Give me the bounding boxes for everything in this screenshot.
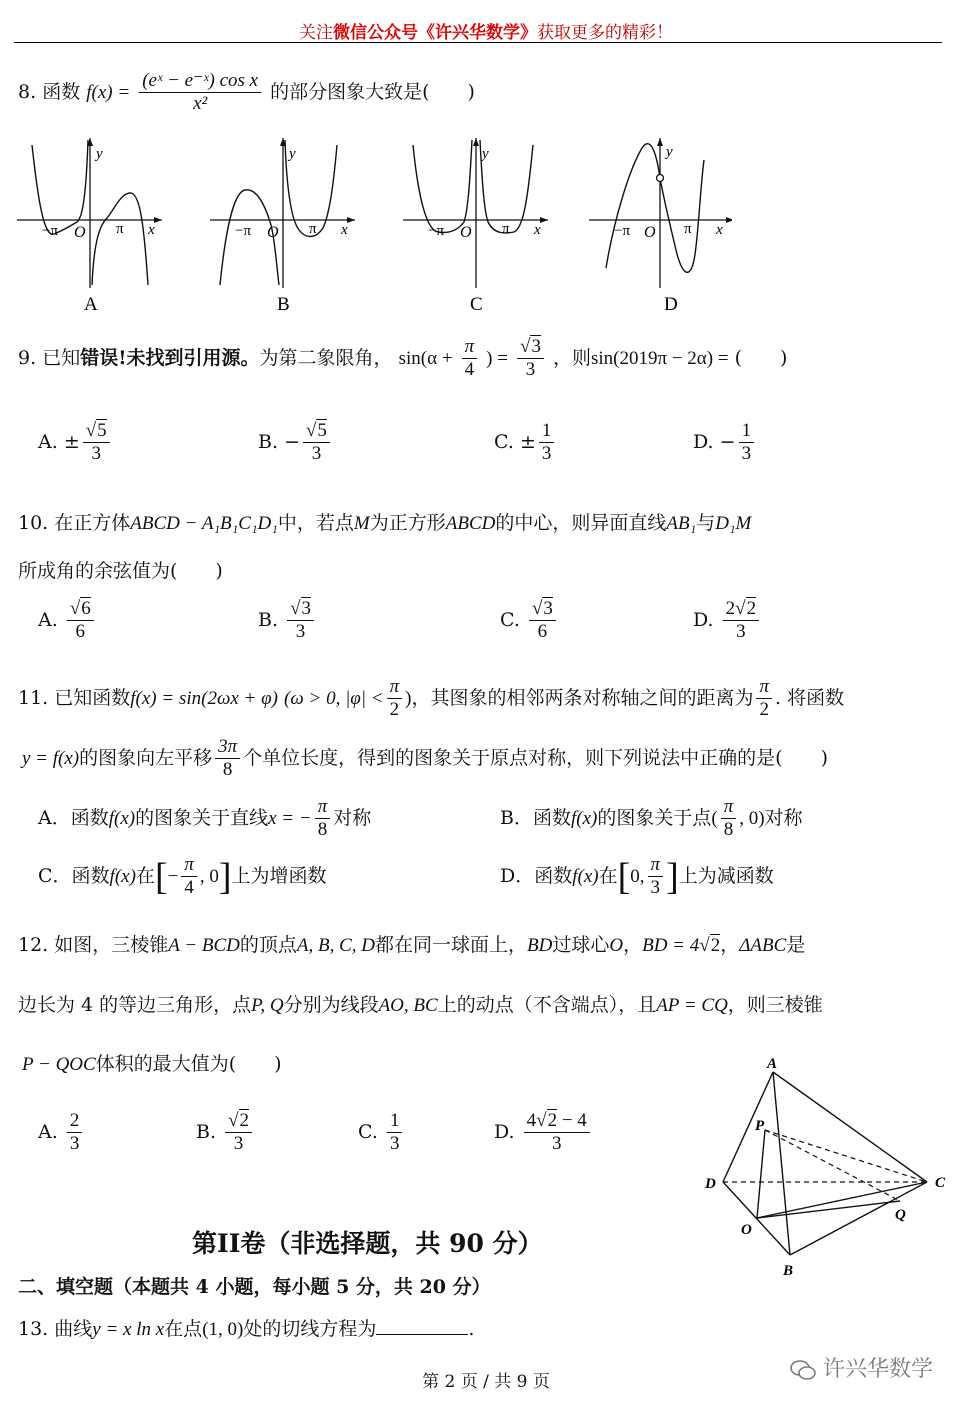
q10-opt-c-frac [529,598,556,644]
q9-opt-c-num: 1 [539,420,555,443]
q12-text-e: ， [623,934,643,956]
q12-opt-b-radicand: 2 [239,1110,249,1131]
q9-pi-over-4 [462,336,478,382]
q11-3pi: 3π [215,736,240,759]
q12-bdeq: BD = 4 [642,935,700,956]
graph-d-origin: O [644,224,656,241]
q10-d1m: D₁M [715,513,752,534]
q10-text-b: 中，若点 [277,512,354,534]
q10-solid: ABCD − A₁B₁C₁D₁ [130,513,278,534]
q10-m: M [353,513,370,534]
q11-pi-over-2-a [387,676,403,722]
watermark [790,1352,933,1383]
q11-opt-a-pi: π [315,796,331,819]
q12-text-f: ， [720,934,740,956]
q12-text-i: 分别为线段 [283,994,379,1016]
q12-text-a: 12. 如图，三棱锥 [18,934,169,956]
q13-text-b: 在点 [164,1318,203,1340]
q11-opt-c-fx: f(x) [109,865,136,887]
q11-opt-d-pi: π [648,854,664,877]
q9-option-b[interactable] [258,420,333,466]
q11-opt-c-minus: − [167,865,179,887]
q11-opt-c-a: C．函数 [38,864,110,887]
q11-opt-c-end: , 0 [199,865,219,887]
q11-opt-d-fx: f(x) [572,865,599,887]
q10-opt-d-num: 2√2 [723,598,759,621]
q9-opt-d-den: 3 [741,442,752,464]
q11-opt-d-c: 上为减函数 [678,864,774,887]
q11-two-a: 2 [389,698,400,720]
q10-opt-d-label: D. [693,608,714,631]
q10-text-e: 与 [696,512,716,534]
graph-a-y: y [96,146,103,162]
q12-option-a[interactable] [38,1110,85,1156]
graph-c-label: C [470,294,483,315]
section-title: 第II卷（非选择题，共 90 分） [192,1229,543,1258]
q11-option-c[interactable]: C．函数f(x)在[− $\frac{\pi}{4}$ , 0]上为增函数 [38,854,327,898]
q11-text-a: 11. 已知函数 [18,686,131,709]
q10-square: ABCD [445,513,496,534]
q9-sqrt3: √3 [517,336,544,359]
q11-opt-b-eight: 8 [723,818,734,840]
q12-opt-b-num: √2 [225,1110,252,1133]
q11-opt-b-pt: , 0) [739,807,765,829]
q12-opt-c-den: 3 [389,1132,400,1154]
q12-opt-d-num: 4√2 − 4 [524,1110,590,1133]
header-suffix: 获取更多的精彩！ [537,23,673,43]
graph-b-pi: π [309,221,317,237]
q11-opt-d-b: 在 [598,864,618,887]
q9-opt-a-radicand: 5 [97,420,107,441]
graph-a-x: x [148,222,155,238]
q12-tri: ΔABC [739,935,787,956]
q11-opt-a-eight: 8 [317,818,328,840]
q10-opt-b-den: 3 [295,620,306,642]
q12-sqrt2: √2 [699,935,721,956]
q9-opt-b-radicand: 5 [317,420,327,441]
q12-apcq: AP = CQ [656,995,728,1016]
q12-sqrt2-radicand: 2 [710,935,721,956]
q9-opt-d-label: D. [693,430,714,453]
q9-opt-c-sign: ± [519,430,536,453]
wechat-icon [790,1359,816,1381]
q10-opt-a-label: A. [38,608,58,631]
q11-opt-b-pi: π [721,796,737,819]
q11-opt-c-frac [181,854,197,900]
q11-opt-c-pi: π [181,854,197,877]
watermark-text: 许兴华数学 [823,1357,934,1382]
q11-opt-b-frac [721,796,737,842]
q10-opt-b-frac [287,598,314,644]
q12-bd: BD [527,935,553,956]
q11-opt-c-c: 上为增函数 [231,864,327,887]
q9-opt-a-den: 3 [91,442,101,464]
q12-opt-b-label: B. [196,1120,217,1143]
q12-text-k: ，则三棱锥 [727,994,823,1016]
q12-option-d[interactable] [494,1110,593,1156]
q10-text-c: 为正方形 [369,512,446,534]
q9-opt-b-num: √5 [303,420,330,443]
q12-text-d: 过球心 [552,934,610,956]
q9-pi: π [462,336,478,359]
q10-ab1: AB₁ [666,513,697,534]
question-9 [18,336,787,382]
q10-opt-b-label: B. [258,608,279,631]
header-highlight: 微信公众号《许兴华数学》 [333,23,537,43]
q11-pi-b: π [756,676,772,699]
graph-b-label: B [277,294,290,315]
q11-opt-c-four: 4 [184,876,194,898]
q9-option-a[interactable] [38,420,113,466]
q12-opt-d-coef: 4 [526,1110,537,1131]
q10-opt-d-den: 3 [736,620,746,642]
q9-option-d[interactable] [693,420,757,466]
q12-opt-d-frac [524,1110,590,1156]
q11-opt-d-a: D．函数 [500,864,573,887]
q8-graphs [12,130,732,325]
q11-opt-b-c: 对称 [764,806,803,829]
q8-denominator: x² [193,92,208,114]
question-13 [18,1314,474,1341]
graph-c-y: y [482,146,489,162]
q12-opt-d-label: D. [494,1120,515,1143]
q12-opt-a-num: 2 [67,1110,83,1133]
q10-opt-b-num: √3 [287,598,314,621]
q9-expr1: sin(α + [398,347,453,369]
fig-label-d: D [705,1176,716,1192]
q11-opt-a-a: A．函数 [38,806,109,829]
q11-pi-over-2-b [756,676,772,722]
q11-line-2 [22,736,828,782]
q10-opt-c-radicand: 3 [543,598,553,619]
q11-pi-a: π [387,676,403,699]
q11-opt-b-b: 的图象关于点 [597,806,712,829]
graph-d-label: D [664,294,678,315]
q9-mid: 为第二象限角， [259,346,393,369]
q11-opt-a-b: 的图象关于直线 [135,806,269,829]
question-12 [18,930,805,957]
q12-opt-b-frac [225,1110,252,1156]
graph-d-neg-pi: −π [614,223,631,239]
q10-opt-d-coef: 2 [725,598,736,619]
graph-d-pi: π [684,221,692,237]
q12-line-3 [22,1049,282,1076]
q11-opt-d-zero: 0, [630,865,645,887]
q11-opt-a-fx: f(x) [108,807,136,829]
q12-tetrahedron-figure [695,1050,955,1285]
q12-text-h: 边长为 4 的等边三角形，点 [18,994,252,1016]
q8-fraction [139,70,261,116]
header-prefix: 关注 [299,23,333,43]
q12-text-j: 上的动点（不含端点），且 [437,994,657,1016]
q11-option-a[interactable] [38,796,371,842]
graph-c[interactable] [403,138,548,315]
q9-number: 9. [18,346,37,369]
q11-func: f(x) = sin(2ωx + φ) [130,687,278,709]
q10-option-a[interactable] [38,598,97,644]
q12-option-c[interactable] [358,1110,405,1156]
q9-opt-c-den: 3 [541,442,552,464]
q9-opt-d-num: 1 [739,420,755,443]
q10-opt-a-num: √6 [67,598,94,621]
q13-text-c: 处的切线方程为 [243,1318,377,1340]
q10-option-b[interactable] [258,598,317,644]
q12-opt-d-minus4: − 4 [561,1110,587,1131]
question-11 [18,676,844,722]
q8-tail: 的部分图象大致是( ) [270,80,475,103]
q9-then: ，则 [552,346,591,369]
graph-c-x: x [534,222,541,238]
q11-yfx: y = f(x) [22,747,80,769]
q11-option-b[interactable]: B．函数f(x)的图象关于点( $\frac{\pi}{8}$ , 0)对称 [500,796,803,840]
q9-opt-a-label: A. [38,430,58,453]
question-8 [18,70,475,116]
q10-opt-a-radicand: 6 [81,598,91,619]
q11-eight: 8 [222,758,233,780]
q9-four: 4 [464,358,475,380]
q10-opt-a-frac [67,598,94,644]
graph-b-neg-pi: −π [235,223,252,239]
q9-eq: ) = [486,347,508,369]
q13-text-a: 13. 曲线 [18,1318,93,1340]
q10-opt-d-frac [723,598,759,644]
graph-b-origin: O [267,224,279,241]
q13-eq: y = x ln x [92,1319,165,1340]
graph-a-pi: π [116,221,124,237]
q8-func: f(x) = [86,81,131,103]
graph-b-y: y [289,146,296,162]
graph-d[interactable] [589,138,732,315]
q11-opt-a-c: 对称 [333,806,372,829]
q11-opt-d-frac [648,854,664,900]
q9-lead: 已知 [42,346,81,369]
q11-text-b: ，其图象的相邻两条对称轴之间的距离为 [411,686,754,709]
q12-seg: AO, BC [378,995,438,1016]
fig-label-p: P [755,1118,765,1134]
fig-label-q: Q [895,1207,906,1223]
q9-opt-b-label: B. [258,430,279,453]
q11-cond-end: ) [405,687,412,709]
q12-text-g: 是 [786,934,806,956]
graph-c-neg-pi: −π [428,223,445,239]
q9-error-text: 错误!未找到引用源。 [80,346,260,369]
q12-opt-c-label: C. [358,1120,378,1143]
q10-text-d: 的中心，则异面直线 [495,512,667,534]
q12-text-c: 都在同一球面上， [374,934,527,956]
q10-text-a: 10. 在正方体 [18,512,131,534]
q8-number: 8. [18,80,37,103]
q10-option-d[interactable] [693,598,762,644]
q10-opt-c-label: C. [500,608,520,631]
q11-text-c: . 将函数 [775,686,845,709]
q12-pq: P, Q [251,995,284,1016]
graph-a-origin: O [74,224,86,241]
page-footer: 第 2 页 / 共 9 页 [422,1372,550,1392]
q12-opt-c-frac [387,1110,403,1156]
q9-opt-c-label: C. [494,430,514,453]
q9-paren: ( ) [734,346,788,369]
q12-opt-b-den: 3 [233,1132,244,1154]
q12-tetra: A − BCD [168,935,240,956]
q12-opt-d-radicand: 2 [547,1110,558,1131]
q12-opt-a-frac [67,1110,83,1156]
q10-option-c[interactable] [500,598,559,644]
q11-opt-a-eq: x = − [268,807,312,829]
q12-verts: A, B, C, D [296,935,375,956]
fig-label-c: C [935,1175,946,1191]
q12-opt-a-label: A. [38,1120,58,1143]
q10-opt-d-radicand: 2 [746,598,757,619]
q12-opt-d-den: 3 [551,1132,562,1154]
fig-label-a: A [767,1056,778,1072]
page-header [0,18,972,43]
q13-answer-blank[interactable] [376,1316,468,1335]
q11-3pi-over-8 [215,736,240,782]
q9-opt-b-frac [303,420,330,466]
fig-label-b: B [783,1263,794,1279]
q10-opt-c-den: 6 [537,620,548,642]
q11-opt-d-three: 3 [650,876,661,898]
q8-numerator: (eˣ − e⁻ˣ) cos x [139,70,261,93]
section-subtitle: 二、填空题（本题共 4 小题，每小题 5 分，共 20 分） [18,1276,491,1298]
q9-sqrt3-radicand: 3 [531,336,541,357]
q9-opt-d-frac [739,420,755,466]
graph-b[interactable] [210,138,355,315]
q12-text-b: 的顶点 [239,934,297,956]
graph-c-origin: O [460,224,472,241]
graph-d-y: y [666,144,673,160]
q11-option-d[interactable]: D．函数f(x)在[0, $\frac{\pi}{3}$ ]上为减函数 [500,854,774,898]
q11-opt-b-fx: f(x) [570,807,598,829]
q13-point: (1, 0) [202,1319,244,1340]
q9-expr2: sin(2019π − 2α) = [591,347,729,369]
q10-opt-c-num: √3 [529,598,556,621]
q9-opt-a-num: √5 [83,420,110,443]
q11-opt-c-b: 在 [135,864,155,887]
graph-b-x: x [341,222,348,238]
q11-opt-b-a: B．函数 [500,806,571,829]
graph-c-pi: π [502,221,510,237]
q12-text-l: 体积的最大值为( ) [95,1053,282,1075]
q11-opt-a-frac [315,796,331,842]
q11-cond: (ω > 0, |φ| < [284,687,384,709]
q10-opt-b-radicand: 3 [301,598,311,619]
q9-option-c[interactable] [494,420,557,466]
q12-option-b[interactable] [196,1110,255,1156]
header-rule [14,42,942,43]
q11-text-e: 个单位长度，得到的图象关于原点对称，则下列说法中正确的是( ) [243,746,828,769]
q12-pqoc: P − QOC [22,1054,96,1075]
q8-lead: 函数 [42,80,81,103]
q9-opt-b-den: 3 [311,442,322,464]
graph-a-label: A [84,294,98,315]
q10-opt-a-den: 6 [75,620,86,642]
fig-label-o: O [741,1222,752,1238]
graph-a[interactable] [17,138,162,315]
q12-o: O [609,935,624,956]
q10-line-2: 所成角的余弦值为( ) [18,560,223,582]
q9-opt-c-frac [539,420,555,466]
q12-line-2 [18,990,823,1017]
q12-opt-c-num: 1 [387,1110,403,1133]
q9-opt-b-sign: − [284,430,300,453]
q11-two-b: 2 [759,698,769,720]
q12-opt-a-den: 3 [69,1132,80,1154]
q9-three: 3 [525,358,536,380]
q9-opt-a-sign: ± [63,430,80,453]
graph-d-x: x [716,222,723,238]
question-10 [18,508,751,535]
q9-sqrt3-over-3 [517,336,544,382]
q13-period: . [468,1318,475,1340]
q9-opt-d-sign: − [719,430,736,453]
q9-opt-a-frac [83,420,110,466]
graph-a-neg-pi: −π [42,223,59,239]
q11-text-d: 的图象向左平移 [79,746,213,769]
